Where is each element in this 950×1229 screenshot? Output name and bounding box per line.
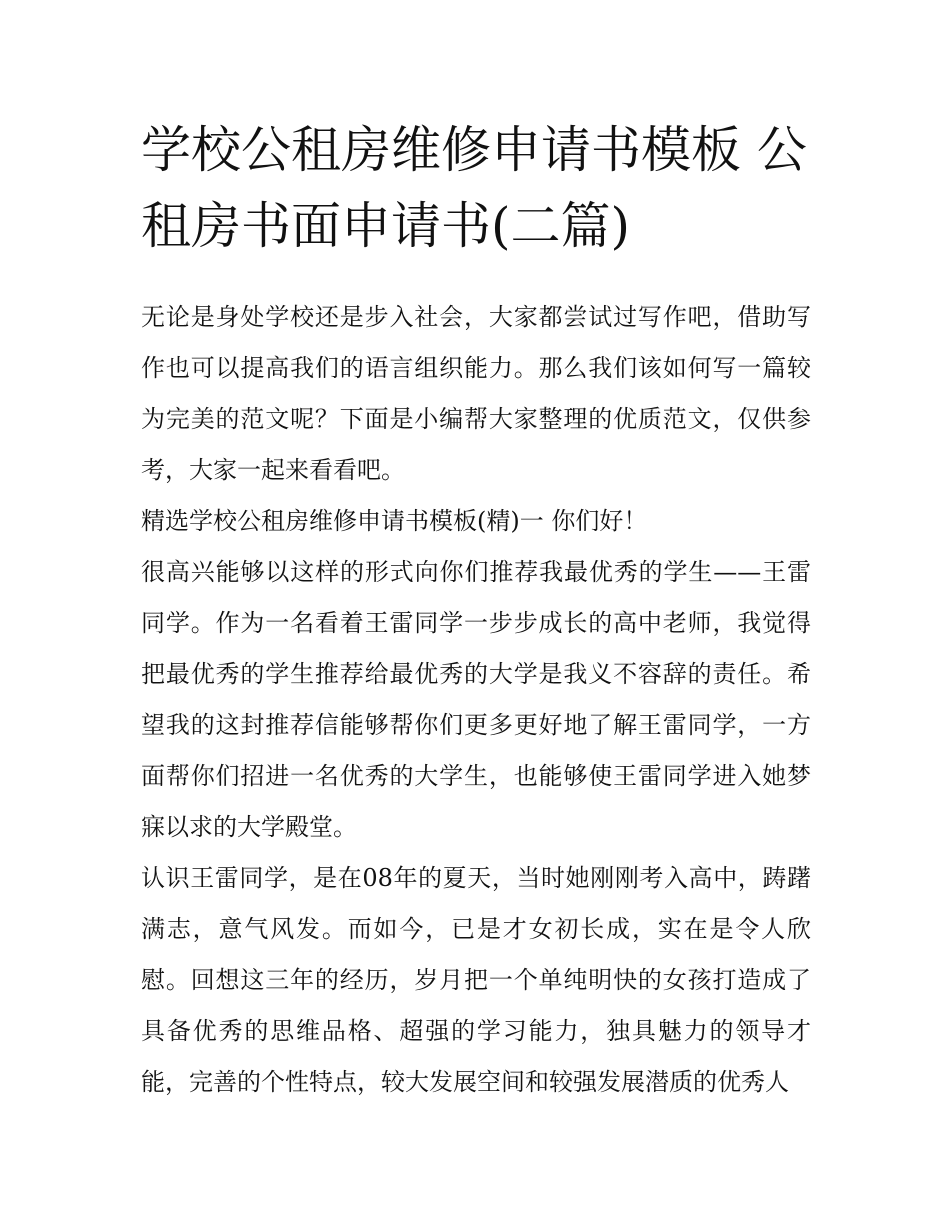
paragraph-intro: 无论是身处学校还是步入社会，大家都尝试过写作吧，借助写作也可以提高我们的语言组织能力。那么我们该如何写一篇较为完美的范文呢？下面是小编帮大家整理的优质范文，仅供参考，大家一起来看看吧。	[141, 303, 811, 484]
paragraph-background: 认识王雷同学，是在08年的夏天，当时她刚刚考入高中，踌躇满志，意气风发。而如今，已是才女初长成，实在是令人欣慰。回想这三年的经历，岁月把一个单纯明快的女孩打造成了具备优秀的思维品格、超强的学习能力，独具魅力的领导才能，完善的个性特点，较大发展空间和较强发展潜质的优秀人	[141, 864, 811, 1096]
document-body	[141, 292, 811, 1108]
paragraph-heading-greeting: 精选学校公租房维修申请书模板(精)一 你们好！	[141, 507, 648, 535]
document-page	[141, 112, 811, 1108]
document-title: 学校公租房维修申请书模板 公租房书面申请书(二篇)	[141, 121, 807, 255]
paragraph-recommendation: 很高兴能够以这样的形式向你们推荐我最优秀的学生——王雷同学。作为一名看着王雷同学一步步成长的高中老师，我觉得把最优秀的学生推荐给最优秀的大学是我义不容辞的责任。希望我的这封推荐信能够帮你们更多更好地了解王雷同学，一方面帮你们招进一名优秀的大学生，也能够使王雷同学进入她梦寐以求的大学殿堂。	[141, 558, 811, 841]
